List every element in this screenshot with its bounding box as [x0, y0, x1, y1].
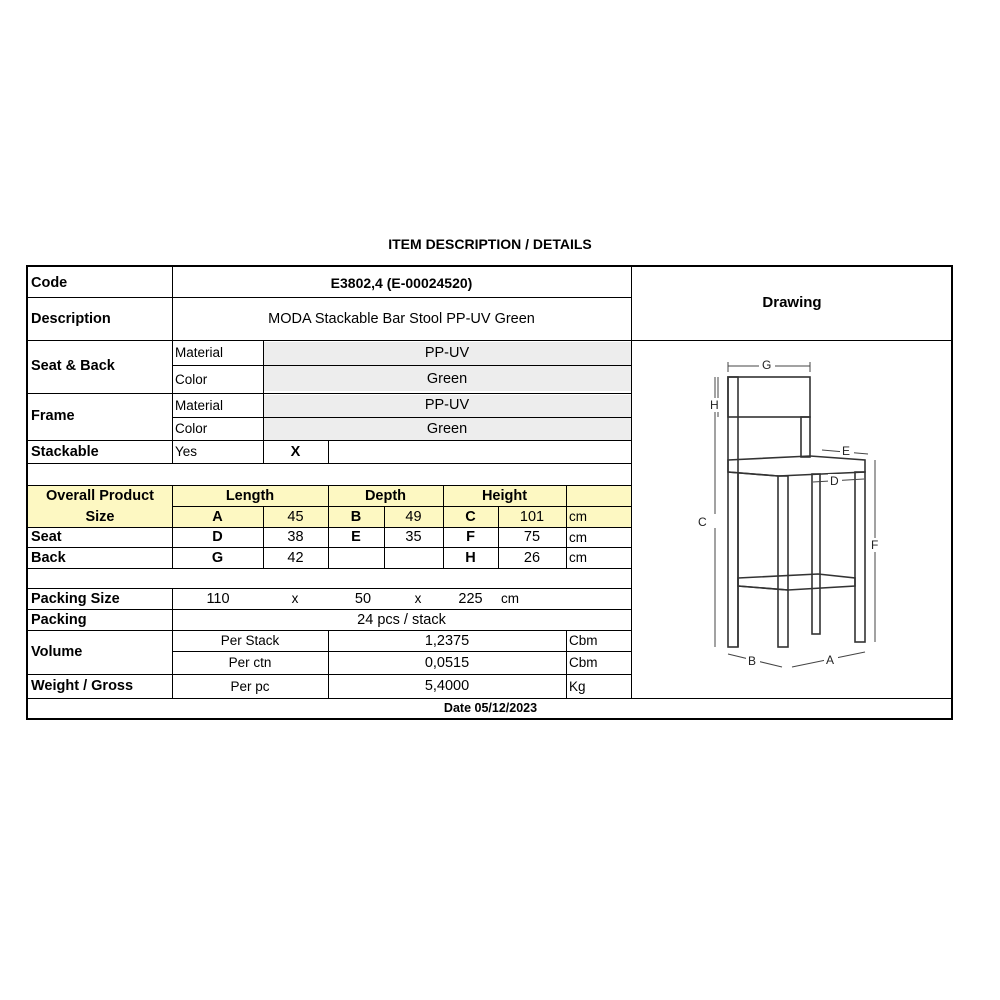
- back-h-value: 26: [523, 549, 541, 566]
- overall-b-label: B: [350, 508, 362, 525]
- depth-header: Depth: [364, 487, 407, 504]
- seat-back-color-label: Color: [175, 371, 208, 387]
- code-label: Code: [31, 274, 68, 291]
- stackable-label: Stackable: [31, 443, 99, 460]
- volume-per-ctn-value: 0,0515: [424, 654, 470, 671]
- overall-unit: cm: [569, 509, 587, 525]
- page-title: ITEM DESCRIPTION / DETAILS: [388, 236, 592, 252]
- packing-value: 24 pcs / stack: [357, 611, 446, 628]
- height-header: Height: [481, 487, 528, 504]
- marker-a: A: [826, 653, 835, 667]
- packing-size-length: 110: [206, 590, 230, 607]
- overall-b-value: 49: [405, 508, 422, 525]
- back-g-label: G: [211, 549, 224, 566]
- frame-label: Frame: [31, 408, 75, 425]
- seat-f-label: F: [466, 529, 475, 546]
- seat-back-material: PP-UV: [424, 344, 470, 361]
- overall-a-value: 45: [287, 508, 304, 525]
- overall-c-label: C: [465, 508, 476, 525]
- code-value: E3802,4 (E-00024520): [330, 275, 473, 291]
- back-h-label: H: [465, 549, 476, 566]
- packing-label: Packing: [31, 611, 87, 628]
- marker-e: E: [842, 444, 851, 458]
- stackable-yes-label: Yes: [175, 444, 198, 460]
- stool-drawing: [632, 342, 952, 697]
- seat-e-label: E: [351, 529, 361, 546]
- seat-e-value: 35: [405, 529, 422, 546]
- overall-size-label-line2: Size: [85, 508, 115, 525]
- seat-back-material-label: Material: [175, 345, 224, 361]
- description-label: Description: [31, 310, 111, 327]
- packing-size-width: 50: [354, 590, 372, 607]
- item-details-table: [26, 265, 953, 720]
- weight-label: Weight / Gross: [31, 678, 134, 695]
- seat-d-label: D: [212, 529, 223, 546]
- packing-size-unit: cm: [501, 591, 519, 607]
- packing-size-x2: x: [414, 591, 422, 607]
- back-g-value: 42: [287, 549, 304, 566]
- overall-c-value: 101: [519, 508, 545, 525]
- volume-per-stack-label: Per Stack: [220, 633, 280, 649]
- packing-size-x1: x: [291, 591, 299, 607]
- seat-unit: cm: [569, 529, 587, 545]
- volume-per-stack-value: 1,2375: [424, 632, 470, 649]
- overall-a-label: A: [212, 508, 223, 525]
- frame-color: Green: [426, 420, 468, 437]
- back-dims-label: Back: [31, 549, 66, 566]
- overall-size-label-line1: Overall Product: [46, 487, 154, 504]
- frame-color-label: Color: [175, 421, 208, 437]
- back-unit: cm: [569, 550, 587, 566]
- marker-b: B: [748, 654, 757, 668]
- volume-per-stack-unit: Cbm: [569, 633, 598, 649]
- marker-g: G: [762, 358, 772, 372]
- seat-dims-label: Seat: [31, 529, 62, 546]
- seat-d-value: 38: [287, 529, 304, 546]
- marker-d: D: [830, 474, 839, 488]
- volume-per-ctn-unit: Cbm: [569, 655, 598, 671]
- date-footer: Date 05/12/2023: [443, 701, 538, 716]
- volume-label: Volume: [31, 644, 83, 661]
- seat-back-label: Seat & Back: [31, 358, 115, 375]
- frame-material-label: Material: [175, 397, 224, 413]
- frame-material: PP-UV: [424, 397, 470, 414]
- marker-c: C: [698, 515, 707, 529]
- marker-h: H: [710, 398, 719, 412]
- drawing-label: Drawing: [762, 294, 822, 311]
- packing-size-height: 225: [458, 590, 483, 607]
- seat-f-value: 75: [523, 529, 541, 546]
- marker-f: F: [871, 538, 879, 552]
- weight-unit: Kg: [569, 678, 586, 694]
- weight-value: 5,4000: [424, 678, 470, 695]
- packing-size-label: Packing Size: [31, 590, 120, 607]
- length-header: Length: [225, 487, 275, 504]
- weight-per-pc-label: Per pc: [230, 678, 270, 694]
- seat-back-color: Green: [426, 371, 468, 388]
- stackable-mark: X: [290, 443, 301, 460]
- description-value: MODA Stackable Bar Stool PP-UV Green: [268, 310, 535, 327]
- volume-per-ctn-label: Per ctn: [228, 655, 272, 671]
